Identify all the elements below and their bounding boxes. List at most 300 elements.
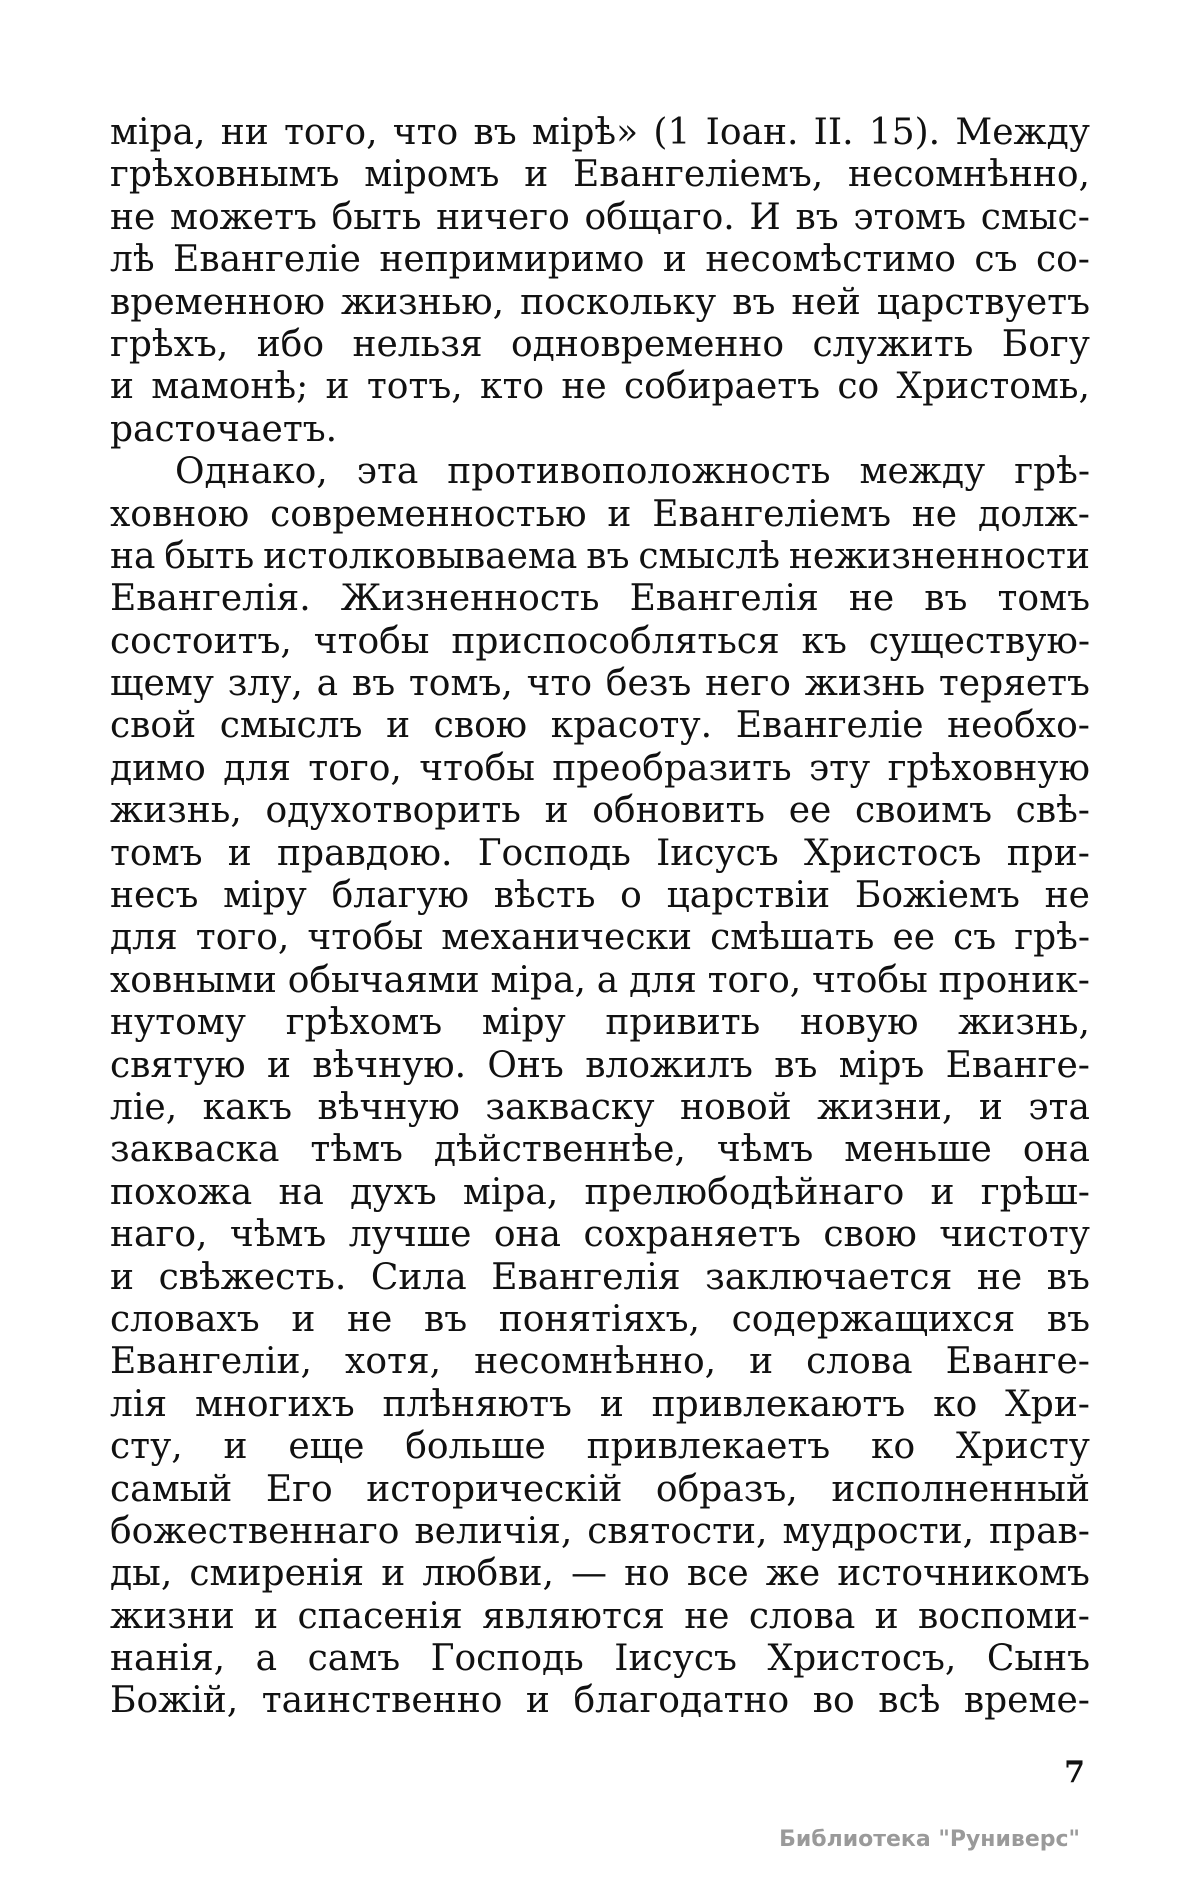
word: вложилъ [585, 1044, 753, 1086]
word: эта [1028, 1086, 1090, 1128]
word: чтобы [307, 917, 424, 959]
word: прав- [989, 1510, 1090, 1552]
word: на [110, 535, 156, 577]
word: самый [110, 1468, 233, 1510]
word: не [848, 578, 895, 620]
word: въ [732, 281, 776, 323]
word: святую [110, 1044, 246, 1086]
word: не [1044, 875, 1090, 917]
word: 15). [868, 112, 941, 153]
word: Христу [956, 1426, 1090, 1468]
word: Еванге- [945, 1341, 1090, 1383]
word: Іоан. [705, 112, 799, 153]
word: и [291, 1298, 316, 1340]
text-line [110, 1680, 1090, 1722]
text-line [110, 282, 1090, 324]
word: и [749, 1341, 774, 1383]
word: во [812, 1680, 855, 1722]
text-line [110, 1638, 1090, 1680]
word: димо [110, 747, 206, 789]
word: мамонѣ; [151, 366, 309, 408]
word: Іисусъ [614, 1638, 737, 1680]
word: духъ [350, 1171, 437, 1213]
word: истолковываема [263, 535, 578, 577]
word: привить [605, 1002, 761, 1044]
word: а [316, 663, 339, 705]
text-line [110, 1426, 1090, 1468]
word: нутому [110, 1002, 246, 1044]
text-line [110, 1087, 1090, 1129]
word: долж- [977, 493, 1090, 535]
word: въ [1046, 1256, 1090, 1298]
word: со [837, 366, 880, 408]
word: общаго. [584, 196, 735, 238]
word: вѣсть [493, 875, 596, 917]
word: похожа [110, 1171, 253, 1213]
word: Евангеліе [735, 705, 924, 747]
library-watermark: Библиотека "Руниверс" [779, 1827, 1080, 1852]
text-line [110, 1129, 1090, 1171]
word: свѣжесть. [158, 1256, 347, 1298]
word: являются [482, 1595, 665, 1637]
word: все [686, 1553, 749, 1595]
word: того, [283, 112, 378, 153]
word: смыс- [980, 196, 1090, 238]
word: несъ [110, 875, 199, 917]
word: міру [223, 875, 307, 917]
text-line [110, 112, 1090, 154]
word: въ [423, 1298, 468, 1340]
word: несомнѣнно, [848, 154, 1090, 196]
word: нежизненности [788, 535, 1090, 577]
word: быть [331, 196, 422, 238]
word: и [266, 1044, 291, 1086]
text-line [110, 1299, 1090, 1341]
word: II. [813, 112, 854, 153]
word: ко [933, 1383, 978, 1425]
word: механически [441, 917, 693, 959]
word: обычаями [287, 959, 480, 1001]
text-line [110, 536, 1090, 578]
word: хотя, [345, 1341, 442, 1383]
word: Онъ [487, 1044, 564, 1086]
text-line [110, 494, 1090, 536]
word: а [255, 1638, 278, 1680]
word: привлекаютъ [651, 1383, 906, 1425]
word: не [976, 1256, 1023, 1298]
word: Евангеліемъ [652, 493, 891, 535]
word: величія, [414, 1510, 573, 1552]
word: не [346, 1298, 393, 1340]
page-number: 7 [1064, 1755, 1085, 1790]
word: всѣ [878, 1680, 941, 1722]
word: а [596, 959, 619, 1001]
word: самъ [307, 1638, 401, 1680]
word: историческій [366, 1468, 623, 1510]
word: плѣняютъ [382, 1383, 572, 1425]
word: смыслѣ [638, 535, 780, 577]
word: и [223, 1426, 248, 1468]
text-line [110, 197, 1090, 239]
word: этомъ [853, 196, 967, 238]
word: и [110, 366, 134, 408]
word: свѣ- [1015, 790, 1090, 832]
word: и [524, 154, 549, 196]
word: между [859, 451, 986, 493]
word: Евангеліи, [110, 1341, 312, 1383]
text-line [110, 1172, 1090, 1214]
word: не [110, 196, 156, 238]
word: привлекаетъ [586, 1426, 831, 1468]
word: міра, [490, 959, 586, 1001]
text-line [110, 833, 1090, 875]
word: томъ, [408, 663, 513, 705]
word: и [662, 239, 687, 281]
word: міромъ [364, 154, 500, 196]
word: исполненный [831, 1468, 1090, 1510]
word: свою [823, 1214, 917, 1256]
word: въ [473, 112, 517, 153]
word: тотъ, [366, 366, 463, 408]
word: Однако, [175, 451, 328, 493]
word: несомѣстимо [705, 239, 956, 281]
word: чтобы [419, 747, 535, 789]
word: Іисусъ [656, 832, 779, 874]
word: смѣшать [710, 917, 875, 959]
word: слова [806, 1341, 913, 1383]
word: для [629, 959, 697, 1001]
word: міра, [110, 112, 206, 153]
word: прелюбодѣйнаго [584, 1171, 905, 1213]
word: дѣйственнѣе, [433, 1129, 686, 1171]
text-line [110, 1511, 1090, 1553]
word: эту [808, 747, 871, 789]
word: чтобы [313, 620, 430, 662]
word: въ [774, 1044, 818, 1086]
word: и [254, 1595, 279, 1637]
text-line [110, 917, 1090, 959]
word: ховною [110, 493, 250, 535]
word: міръ [838, 1044, 925, 1086]
word: съ [953, 917, 997, 959]
word: что [526, 663, 592, 705]
word: Богу [1001, 323, 1090, 365]
word: понятіяхъ, [498, 1298, 700, 1340]
word: грѣш- [980, 1171, 1090, 1213]
word: безъ [605, 663, 692, 705]
word: сохраняетъ [583, 1214, 801, 1256]
word: для [110, 917, 178, 959]
word: жизнь, [110, 790, 242, 832]
word: грѣхъ, [110, 323, 229, 365]
word: проник- [938, 959, 1090, 1001]
word: несомнѣнно, [474, 1341, 717, 1383]
word: необхо- [947, 705, 1090, 747]
word: въ [351, 663, 396, 705]
word: и [978, 1086, 1003, 1128]
word: чтобы [812, 959, 928, 1001]
word: божественнаго [110, 1510, 400, 1552]
word: сту, [110, 1426, 183, 1468]
word: благодатно [573, 1680, 790, 1722]
word: грѣховную [887, 747, 1090, 789]
word: въ [795, 196, 839, 238]
word: словахъ [110, 1298, 260, 1340]
text-line [110, 960, 1090, 1002]
word: и [386, 705, 411, 747]
word: теряетъ [938, 663, 1090, 705]
word: она [493, 1214, 561, 1256]
word: поскольку [520, 281, 717, 323]
word: состоитъ, [110, 620, 292, 662]
word: Евангелія. [110, 578, 311, 620]
word: (1 [653, 112, 691, 153]
text-line [110, 1257, 1090, 1299]
word: мудрости, [782, 1510, 975, 1552]
word: служить [812, 323, 974, 365]
word: можетъ [170, 196, 317, 238]
text-line [110, 239, 1090, 281]
word: смиренія [189, 1553, 365, 1595]
word: щему [110, 663, 214, 705]
word: свой [110, 705, 197, 747]
word: содержащихся [731, 1298, 1016, 1340]
word: обновить [592, 790, 766, 832]
word: ліе, [110, 1086, 178, 1128]
word: Еванге- [945, 1044, 1090, 1086]
word: Евангеліемъ, [573, 154, 824, 196]
word: многихъ [194, 1383, 355, 1425]
word: своимъ [854, 790, 992, 832]
word: спасенія [297, 1595, 463, 1637]
text-line [110, 578, 1090, 620]
word: жизни [110, 1595, 235, 1637]
word: наго, [110, 1214, 208, 1256]
word: грѣховнымъ [110, 154, 340, 196]
word: больше [405, 1426, 546, 1468]
word: Жизненность [340, 578, 600, 620]
word: закваска [110, 1129, 280, 1171]
word: ды, [110, 1553, 173, 1595]
word: и [227, 832, 252, 874]
word: и [110, 1256, 134, 1298]
word: И [749, 196, 781, 238]
text-line [110, 409, 1090, 451]
word: Евангелія [629, 578, 819, 620]
word: расточаетъ. [110, 408, 338, 450]
word: вѣчную [317, 1086, 460, 1128]
word: же [765, 1553, 821, 1595]
page-body-text [110, 112, 1090, 1723]
word: царствіи [666, 875, 831, 917]
word: Господь [430, 1638, 584, 1680]
word: Сынъ [986, 1638, 1090, 1680]
word: него [705, 663, 791, 705]
word: слова [748, 1595, 856, 1637]
word: преобразить [552, 747, 792, 789]
word: на [278, 1171, 324, 1213]
word: не [684, 1595, 730, 1637]
word: томъ [997, 578, 1090, 620]
word: ее [788, 790, 832, 832]
text-line [110, 366, 1090, 408]
word: жизнь [804, 663, 926, 705]
word: Христосъ, [767, 1638, 957, 1680]
word: новой [680, 1086, 792, 1128]
word: Евангеліе [173, 239, 361, 281]
word: ничего [436, 196, 570, 238]
word: чистоту [939, 1214, 1090, 1256]
word: тѣмъ [310, 1129, 403, 1171]
text-line [110, 621, 1090, 663]
word: Господь [477, 832, 631, 874]
word: и [325, 366, 350, 408]
word: лѣ [110, 239, 155, 281]
text-line [110, 1341, 1090, 1383]
text-line [110, 1214, 1090, 1256]
word: чѣмъ [716, 1129, 814, 1171]
word: Его [265, 1468, 333, 1510]
text-line [110, 790, 1090, 832]
word: таинственно [261, 1680, 503, 1722]
text-line [110, 1002, 1090, 1044]
word: злу, [227, 663, 303, 705]
text-line [110, 324, 1090, 366]
text-line [110, 1384, 1090, 1426]
word: и [381, 1553, 406, 1595]
word: приспособляться [451, 620, 780, 662]
word: Евангелія [491, 1256, 681, 1298]
word: Христосъ [803, 832, 982, 874]
word: въ [586, 535, 630, 577]
word: чѣмъ [229, 1214, 327, 1256]
word: въ [1046, 1298, 1090, 1340]
word: непримиримо [379, 239, 645, 281]
word: и [525, 1680, 550, 1722]
word: свою [433, 705, 528, 747]
word: не [561, 366, 607, 408]
word: Божіемъ [854, 875, 1020, 917]
word: современностью [270, 493, 587, 535]
text-line [110, 705, 1090, 747]
word: лучше [348, 1214, 472, 1256]
word: ни [220, 112, 269, 153]
word: нельзя [352, 323, 483, 365]
word: того, [707, 959, 802, 1001]
text-line [110, 748, 1090, 790]
word: ко [871, 1426, 916, 1468]
word: смыслъ [219, 705, 363, 747]
word: царствуетъ [876, 281, 1090, 323]
word: одухотворить [265, 790, 521, 832]
word: ибо [256, 323, 325, 365]
word: заключается [705, 1256, 953, 1298]
word: грѣ- [1014, 451, 1090, 493]
text-line [110, 1553, 1090, 1595]
word: мірѣ» [531, 112, 639, 153]
word: еще [288, 1426, 365, 1468]
word: съ [974, 239, 1018, 281]
word: и [930, 1171, 955, 1213]
word: Хри- [1005, 1383, 1090, 1425]
word: ховными [110, 959, 277, 1001]
word: и [599, 1383, 624, 1425]
word: нанія, [110, 1638, 226, 1680]
word: грѣхомъ [285, 1002, 443, 1044]
word: въ [924, 578, 968, 620]
word: закваску [485, 1086, 655, 1128]
word: но [624, 1553, 670, 1595]
word: одновременно [511, 323, 785, 365]
word: противоположность [447, 451, 831, 493]
word: для [223, 747, 291, 789]
word: и [544, 790, 569, 832]
word: меньше [844, 1129, 992, 1171]
word: она [1022, 1129, 1090, 1171]
word: существую- [868, 620, 1090, 662]
word: міра, [462, 1171, 559, 1213]
word: какъ [202, 1086, 293, 1128]
word: при- [1006, 832, 1090, 874]
text-line [110, 451, 1090, 493]
text-line [110, 154, 1090, 196]
text-line [110, 1596, 1090, 1638]
word: святости, [587, 1510, 768, 1552]
word: образъ, [655, 1468, 798, 1510]
word: вѣчную. [312, 1044, 467, 1086]
word: Между [955, 112, 1090, 153]
word: кто [479, 366, 545, 408]
word: быть [164, 535, 255, 577]
word: ее [892, 917, 936, 959]
word: собираетъ [623, 366, 821, 408]
word: къ [801, 620, 847, 662]
word: со- [1035, 239, 1090, 281]
word: жизнь, [958, 1002, 1090, 1044]
word: того, [308, 747, 402, 789]
word: ней [791, 281, 861, 323]
word: Божій, [110, 1680, 239, 1722]
word: жизнью, [340, 281, 505, 323]
word: Христомь, [896, 366, 1090, 408]
word: новую [799, 1002, 919, 1044]
word: любви, [422, 1553, 554, 1595]
word: о [620, 875, 642, 917]
word: временною [110, 281, 325, 323]
word: эта [356, 451, 419, 493]
word: — [571, 1553, 608, 1595]
word: жизни, [817, 1086, 954, 1128]
word: того, [195, 917, 290, 959]
word: красоту. [550, 705, 713, 747]
text-line [110, 663, 1090, 705]
word: лія [110, 1383, 168, 1425]
word: не [911, 493, 958, 535]
word: что [392, 112, 459, 153]
text-line [110, 1045, 1090, 1087]
text-line [110, 875, 1090, 917]
word: и [607, 493, 632, 535]
word: и [874, 1595, 899, 1637]
word: правдою. [277, 832, 453, 874]
word: благую [331, 875, 470, 917]
text-line [110, 1469, 1090, 1511]
word: грѣ- [1014, 917, 1090, 959]
word: источникомъ [837, 1553, 1090, 1595]
word: време- [963, 1680, 1090, 1722]
word: міру [481, 1002, 566, 1044]
word: Сила [370, 1256, 467, 1298]
